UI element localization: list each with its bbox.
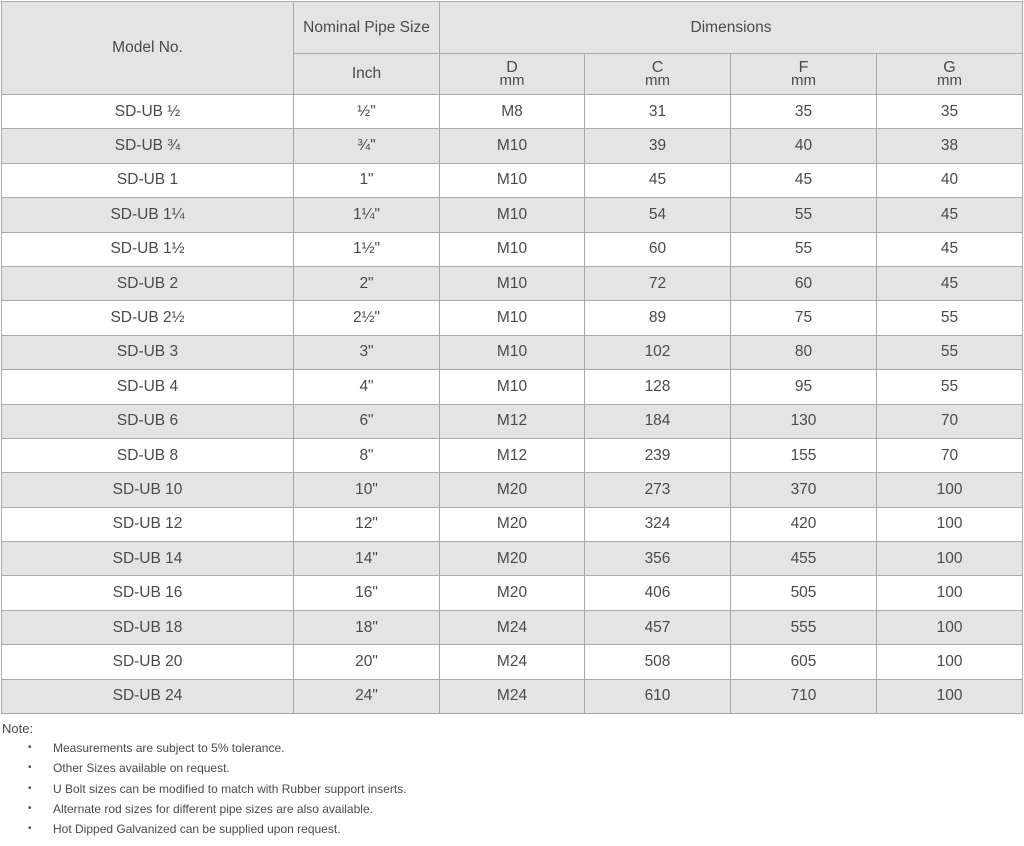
g-value-cell: 100 [877, 576, 1023, 610]
f-value-cell: 155 [731, 438, 877, 472]
pipe-size-cell: 14" [294, 542, 440, 576]
g-value-cell: 55 [877, 370, 1023, 404]
f-value-cell: 420 [731, 507, 877, 541]
c-value-cell: 102 [585, 335, 731, 369]
g-value-cell: 100 [877, 610, 1023, 644]
d-value-cell: M12 [440, 438, 585, 472]
model-no-cell: SD-UB ¾ [2, 129, 294, 163]
d-value-cell: M10 [440, 266, 585, 300]
c-column-header [585, 54, 731, 95]
table-row [2, 404, 1023, 438]
model-no-cell: SD-UB 24 [2, 679, 294, 713]
table-row [2, 645, 1023, 679]
g-value-cell: 100 [877, 542, 1023, 576]
d-value-cell: M8 [440, 95, 585, 129]
pipe-size-cell: 16" [294, 576, 440, 610]
f-value-cell: 75 [731, 301, 877, 335]
d-value-cell: M10 [440, 301, 585, 335]
c-value-cell: 356 [585, 542, 731, 576]
spec-table-container [1, 1, 1022, 714]
header-row-1 [2, 2, 1023, 54]
g-value-cell: 70 [877, 438, 1023, 472]
g-value-cell: 55 [877, 301, 1023, 335]
model-no-cell: SD-UB 14 [2, 542, 294, 576]
pipe-size-cell: 2½" [294, 301, 440, 335]
model-no-cell: SD-UB 20 [2, 645, 294, 679]
f-value-cell: 555 [731, 610, 877, 644]
table-body [2, 95, 1023, 714]
c-value-cell: 273 [585, 473, 731, 507]
g-value-cell: 100 [877, 507, 1023, 541]
note-item [2, 738, 1002, 758]
pipe-size-cell: 1" [294, 163, 440, 197]
c-value-cell: 508 [585, 645, 731, 679]
f-value-cell: 605 [731, 645, 877, 679]
table-row [2, 370, 1023, 404]
g-value-cell: 70 [877, 404, 1023, 438]
f-value-cell: 80 [731, 335, 877, 369]
c-value-cell: 457 [585, 610, 731, 644]
g-unit: mm [937, 71, 963, 89]
pipe-size-cell: ½" [294, 95, 440, 129]
table-row [2, 473, 1023, 507]
d-column-header [440, 54, 585, 95]
g-value-cell: 100 [877, 473, 1023, 507]
c-value-cell: 39 [585, 129, 731, 163]
d-value-cell: M12 [440, 404, 585, 438]
pipe-size-cell: 24" [294, 679, 440, 713]
bullet-icon: • [28, 762, 32, 774]
d-value-cell: M10 [440, 232, 585, 266]
c-value-cell: 54 [585, 198, 731, 232]
pipe-size-cell: 12" [294, 507, 440, 541]
c-value-cell: 89 [585, 301, 731, 335]
pipe-size-cell: 2" [294, 266, 440, 300]
g-column-header [877, 54, 1023, 95]
model-no-cell: SD-UB 10 [2, 473, 294, 507]
f-value-cell: 130 [731, 404, 877, 438]
pipe-size-cell: 10" [294, 473, 440, 507]
note-text: Alternate rod sizes for different pipe sizes are also available. [53, 801, 373, 816]
f-value-cell: 95 [731, 370, 877, 404]
model-no-cell: SD-UB 1½ [2, 232, 294, 266]
d-unit: mm [499, 71, 525, 89]
model-no-cell: SD-UB 18 [2, 610, 294, 644]
g-value-cell: 35 [877, 95, 1023, 129]
d-value-cell: M10 [440, 163, 585, 197]
table-row [2, 198, 1023, 232]
note-item [2, 799, 1002, 819]
c-value-cell: 184 [585, 404, 731, 438]
table-row [2, 438, 1023, 472]
c-value-cell: 239 [585, 438, 731, 472]
f-value-cell: 505 [731, 576, 877, 610]
pipe-size-cell: 6" [294, 404, 440, 438]
note-item [2, 779, 1002, 799]
f-value-cell: 455 [731, 542, 877, 576]
c-value-cell: 324 [585, 507, 731, 541]
d-value-cell: M20 [440, 507, 585, 541]
table-row [2, 163, 1023, 197]
note-text: Hot Dipped Galvanized can be supplied upon request. [53, 822, 341, 837]
notes-list [2, 738, 1002, 839]
c-label: C [651, 58, 664, 76]
notes-section [2, 719, 1002, 839]
bullet-icon: • [28, 742, 32, 753]
f-value-cell: 35 [731, 95, 877, 129]
table-row [2, 576, 1023, 610]
d-value-cell: M20 [440, 542, 585, 576]
bullet-icon: • [28, 823, 32, 835]
note-text: Measurements are subject to 5% tolerance. [53, 741, 285, 755]
notes-title: Note: [2, 721, 34, 736]
g-value-cell: 40 [877, 163, 1023, 197]
g-value-cell: 45 [877, 266, 1023, 300]
c-value-cell: 31 [585, 95, 731, 129]
f-column-header [731, 54, 877, 95]
g-value-cell: 45 [877, 232, 1023, 266]
d-value-cell: M10 [440, 198, 585, 232]
c-value-cell: 406 [585, 576, 731, 610]
pipe-size-cell: 3" [294, 335, 440, 369]
g-value-cell: 38 [877, 129, 1023, 163]
model-no-cell: SD-UB 3 [2, 335, 294, 369]
f-value-cell: 370 [731, 473, 877, 507]
g-value-cell: 55 [877, 335, 1023, 369]
f-value-cell: 55 [731, 232, 877, 266]
pipe-size-cell: ¾" [294, 129, 440, 163]
g-value-cell: 100 [877, 645, 1023, 679]
d-value-cell: M24 [440, 610, 585, 644]
f-label: F [798, 58, 809, 76]
d-value-cell: M24 [440, 645, 585, 679]
f-value-cell: 60 [731, 266, 877, 300]
f-value-cell: 710 [731, 679, 877, 713]
table-row [2, 266, 1023, 300]
model-no-cell: SD-UB 6 [2, 404, 294, 438]
table-row [2, 679, 1023, 713]
nominal-pipe-size-header: Nominal Pipe Size [294, 2, 440, 54]
d-value-cell: M24 [440, 679, 585, 713]
c-value-cell: 128 [585, 370, 731, 404]
table-row [2, 335, 1023, 369]
model-no-cell: SD-UB 1¼ [2, 198, 294, 232]
g-label: G [943, 58, 956, 76]
note-text: U Bolt sizes can be modified to match with Rubber support inserts. [53, 781, 407, 796]
bullet-icon: • [28, 782, 32, 794]
d-label: D [506, 58, 518, 76]
u-bolt-dimensions-table [1, 1, 1023, 714]
c-value-cell: 610 [585, 679, 731, 713]
table-row [2, 542, 1023, 576]
d-value-cell: M10 [440, 335, 585, 369]
note-item [2, 758, 1002, 778]
model-no-cell: SD-UB ½ [2, 95, 294, 129]
c-value-cell: 72 [585, 266, 731, 300]
table-row [2, 129, 1023, 163]
inch-unit-header: Inch [294, 54, 440, 95]
table-row [2, 610, 1023, 644]
pipe-size-cell: 1¼" [294, 198, 440, 232]
f-value-cell: 45 [731, 163, 877, 197]
table-row [2, 301, 1023, 335]
note-item [2, 819, 1002, 839]
f-value-cell: 40 [731, 129, 877, 163]
table-row [2, 507, 1023, 541]
d-value-cell: M10 [440, 370, 585, 404]
dimensions-header: Dimensions [440, 2, 1023, 54]
table-header [2, 2, 1023, 95]
model-no-cell: SD-UB 2½ [2, 301, 294, 335]
table-row [2, 95, 1023, 129]
note-text: Other Sizes available on request. [53, 761, 230, 776]
model-no-cell: SD-UB 16 [2, 576, 294, 610]
g-value-cell: 100 [877, 679, 1023, 713]
c-value-cell: 45 [585, 163, 731, 197]
bullet-icon: • [28, 802, 32, 814]
model-no-cell: SD-UB 2 [2, 266, 294, 300]
model-no-cell: SD-UB 4 [2, 370, 294, 404]
pipe-size-cell: 1½" [294, 232, 440, 266]
c-value-cell: 60 [585, 232, 731, 266]
d-value-cell: M20 [440, 576, 585, 610]
f-value-cell: 55 [731, 198, 877, 232]
model-no-cell: SD-UB 1 [2, 163, 294, 197]
pipe-size-cell: 8" [294, 438, 440, 472]
g-value-cell: 45 [877, 198, 1023, 232]
model-no-header: Model No. [2, 2, 294, 95]
pipe-size-cell: 4" [294, 370, 440, 404]
f-unit: mm [791, 71, 816, 89]
c-unit: mm [645, 71, 670, 89]
table-row [2, 232, 1023, 266]
model-no-cell: SD-UB 8 [2, 438, 294, 472]
d-value-cell: M20 [440, 473, 585, 507]
d-value-cell: M10 [440, 129, 585, 163]
pipe-size-cell: 18" [294, 610, 440, 644]
model-no-cell: SD-UB 12 [2, 507, 294, 541]
pipe-size-cell: 20" [294, 645, 440, 679]
